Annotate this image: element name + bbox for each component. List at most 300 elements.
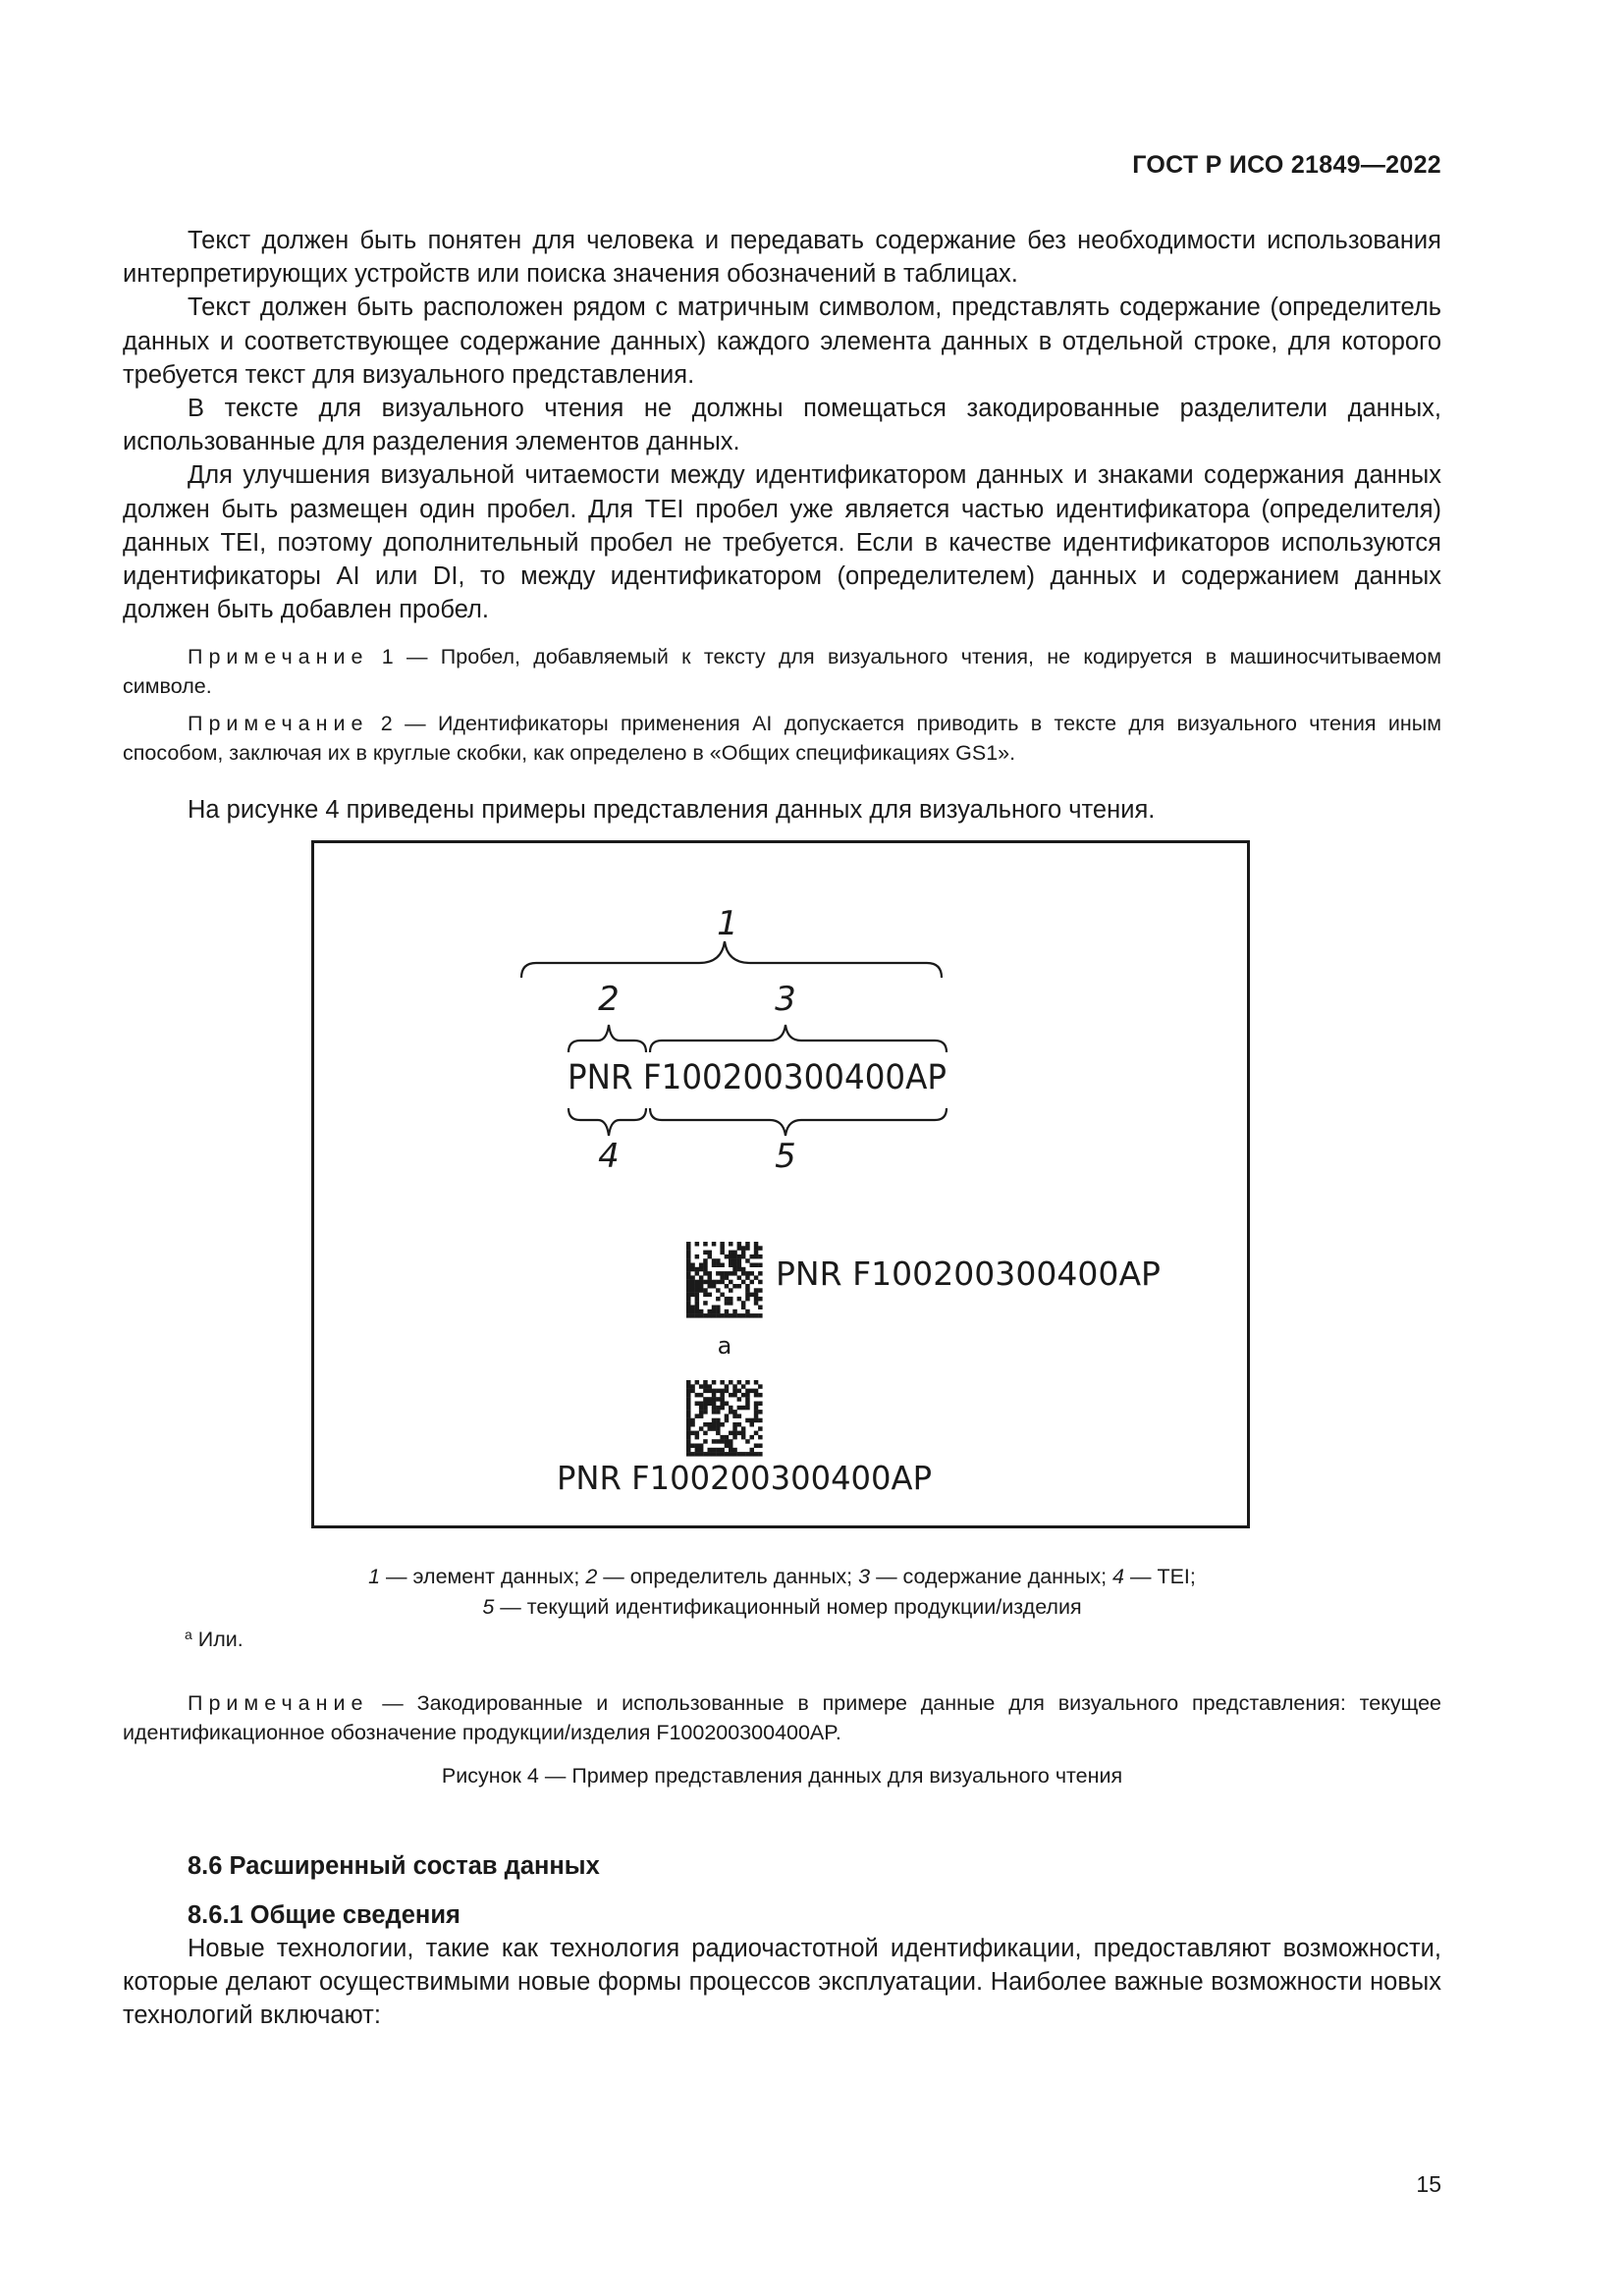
- matrix-module: [686, 1301, 691, 1306]
- matrix-module: [750, 1448, 755, 1453]
- matrix-module: [720, 1280, 725, 1285]
- matrix-module: [716, 1448, 721, 1453]
- figure-4: [311, 840, 1250, 1528]
- matrix-module: [725, 1301, 730, 1306]
- matrix-module: [712, 1309, 717, 1314]
- matrix-module: [737, 1246, 742, 1251]
- matrix-module: [699, 1280, 704, 1285]
- matrix-module: [716, 1431, 721, 1436]
- matrix-module: [695, 1380, 700, 1385]
- paragraph: Для улучшения визуальной читаемости между идентификатором данных и знаками содержания данных должен быть размещен один пробел. Для TEI пробел уже является частью идентификатора (определителя) данных TEI, поэтому дополнительный пробел не требуется. Если в качестве идентификаторов используются идентификаторы AI или DI, то между идентификатором (определителем) данных и содержанием данных должен быть добавлен пробел.: [123, 461, 1441, 624]
- matrix-module: [686, 1402, 691, 1407]
- matrix-module: [703, 1397, 708, 1402]
- matrix-module: [695, 1293, 700, 1298]
- matrix-module: [758, 1271, 763, 1276]
- matrix-module: [725, 1313, 730, 1318]
- matrix-module: [686, 1444, 691, 1449]
- matrix-module: [729, 1431, 733, 1436]
- matrix-module: [703, 1439, 708, 1444]
- matrix-module: [699, 1410, 704, 1415]
- matrix-module: [729, 1297, 733, 1302]
- matrix-module: [716, 1288, 721, 1293]
- document-header: ГОСТ Р ИСО 21849—2022: [1132, 151, 1441, 179]
- matrix-module: [758, 1410, 763, 1415]
- matrix-module: [720, 1271, 725, 1276]
- matrix-module: [686, 1293, 691, 1298]
- matrix-module: [695, 1284, 700, 1289]
- matrix-module: [690, 1431, 695, 1436]
- legend-text: — элемент данных;: [380, 1565, 586, 1588]
- matrix-module: [737, 1389, 742, 1394]
- matrix-module: [745, 1402, 750, 1407]
- matrix-module: [695, 1255, 700, 1259]
- matrix-module: [732, 1309, 737, 1314]
- matrix-module: [716, 1271, 721, 1276]
- matrix-module: [699, 1267, 704, 1272]
- matrix-module: [758, 1255, 763, 1259]
- matrix-module: [737, 1313, 742, 1318]
- note-2: [123, 709, 1441, 768]
- matrix-module: [741, 1313, 746, 1318]
- matrix-module: [716, 1280, 721, 1285]
- matrix-module: [703, 1389, 708, 1394]
- note-number: 2 —: [380, 712, 426, 736]
- matrix-module: [729, 1258, 733, 1263]
- matrix-module: [686, 1297, 691, 1302]
- matrix-module: [732, 1448, 737, 1453]
- matrix-module: [750, 1422, 755, 1427]
- matrix-module: [741, 1301, 746, 1306]
- matrix-module: [703, 1288, 708, 1293]
- matrix-module: [703, 1313, 708, 1318]
- matrix-module: [720, 1246, 725, 1251]
- matrix-module: [758, 1452, 763, 1457]
- brace-5: [650, 1108, 947, 1136]
- matrix-module: [708, 1448, 713, 1453]
- matrix-module: [720, 1313, 725, 1318]
- sample-text: PNR F100200300400AP: [568, 1058, 947, 1097]
- matrix-module: [686, 1431, 691, 1436]
- matrix-module: [750, 1313, 755, 1318]
- matrix-module: [716, 1422, 721, 1427]
- matrix-module: [716, 1406, 721, 1411]
- figure-footnote: [185, 1627, 244, 1652]
- matrix-module: [750, 1280, 755, 1285]
- matrix-module: [690, 1306, 695, 1310]
- matrix-module: [745, 1452, 750, 1457]
- matrix-module: [708, 1389, 713, 1394]
- legend-number: 4: [1112, 1565, 1125, 1588]
- matrix-module: [695, 1448, 700, 1453]
- label-4: 4: [598, 1137, 620, 1176]
- matrix-module: [703, 1242, 708, 1247]
- matrix-module: [712, 1284, 717, 1289]
- matrix-module: [725, 1384, 730, 1389]
- matrix-module: [737, 1380, 742, 1385]
- matrix-module: [745, 1313, 750, 1318]
- paragraph: Текст должен быть расположен рядом с матричным символом, представлять содержание (определитель данных и соответствующее содержание данных) каждого элемента данных в отдельной строке, для которого требуется текст для визуального представления.: [123, 294, 1441, 389]
- matrix-module: [754, 1246, 759, 1251]
- matrix-module: [716, 1306, 721, 1310]
- matrix-module: [699, 1263, 704, 1268]
- matrix-module: [729, 1406, 733, 1411]
- matrix-module: [725, 1439, 730, 1444]
- matrix-module: [732, 1263, 737, 1268]
- matrix-module: [758, 1426, 763, 1431]
- matrix-module: [725, 1389, 730, 1394]
- matrix-module: [716, 1439, 721, 1444]
- matrix-module: [686, 1384, 691, 1389]
- matrix-module: [695, 1452, 700, 1457]
- matrix-module: [758, 1297, 763, 1302]
- matrix-module: [686, 1389, 691, 1394]
- note-label: Примечание: [188, 1691, 369, 1715]
- matrix-module: [699, 1313, 704, 1318]
- label-2: 2: [598, 980, 620, 1019]
- matrix-module: [754, 1414, 759, 1418]
- matrix-module: [732, 1284, 737, 1289]
- matrix-module: [712, 1263, 717, 1268]
- matrix-module: [716, 1313, 721, 1318]
- body-text: [123, 224, 1441, 828]
- matrix-module: [758, 1263, 763, 1268]
- matrix-module: [712, 1426, 717, 1431]
- matrix-module: [720, 1293, 725, 1298]
- matrix-module: [729, 1410, 733, 1415]
- legend-text: — TEI;: [1124, 1565, 1196, 1588]
- matrix-module: [699, 1426, 704, 1431]
- matrix-module: [708, 1309, 713, 1314]
- matrix-module: [695, 1306, 700, 1310]
- legend-text: — содержание данных;: [870, 1565, 1113, 1588]
- matrix-module: [703, 1422, 708, 1427]
- matrix-module: [720, 1422, 725, 1427]
- matrix-module: [712, 1389, 717, 1394]
- matrix-module: [732, 1426, 737, 1431]
- matrix-module: [745, 1439, 750, 1444]
- matrix-module: [716, 1297, 721, 1302]
- matrix-module: [754, 1242, 759, 1247]
- matrix-module: [732, 1384, 737, 1389]
- figure-intro: На рисунке 4 приведены примеры представления данных для визуального чтения.: [188, 796, 1156, 825]
- matrix-module: [686, 1452, 691, 1457]
- matrix-module: [754, 1263, 759, 1268]
- matrix-module: [729, 1452, 733, 1457]
- matrix-module: [720, 1263, 725, 1268]
- matrix-module: [732, 1271, 737, 1276]
- matrix-module: [708, 1255, 713, 1259]
- matrix-module: [754, 1418, 759, 1423]
- matrix-module: [720, 1242, 725, 1247]
- matrix-module: [737, 1255, 742, 1259]
- legend-text: — текущий идентификационный номер продукции/изделия: [494, 1595, 1082, 1619]
- matrix-module: [720, 1452, 725, 1457]
- matrix-module: [699, 1384, 704, 1389]
- matrix-module: [699, 1393, 704, 1398]
- matrix-module: [732, 1435, 737, 1440]
- note-number: 1 —: [381, 645, 428, 669]
- matrix-module: [754, 1275, 759, 1280]
- matrix-module: [750, 1263, 755, 1268]
- matrix-module: [690, 1422, 695, 1427]
- matrix-module: [745, 1275, 750, 1280]
- matrix-module: [720, 1275, 725, 1280]
- matrix-module: [732, 1258, 737, 1263]
- matrix-module: [729, 1439, 733, 1444]
- matrix-module: [720, 1448, 725, 1453]
- datamatrix-barcode-2: [686, 1380, 763, 1457]
- matrix-module: [720, 1393, 725, 1398]
- paragraph: В тексте для визуального чтения не должны помещаться закодированные разделители данных, использованные для разделения элементов данных.: [123, 395, 1441, 456]
- matrix-module: [737, 1406, 742, 1411]
- matrix-module: [712, 1406, 717, 1411]
- matrix-module: [703, 1380, 708, 1385]
- matrix-module: [690, 1418, 695, 1423]
- figure-graphic: [314, 843, 1247, 1525]
- matrix-module: [729, 1242, 733, 1247]
- matrix-module: [729, 1251, 733, 1255]
- matrix-module: [732, 1251, 737, 1255]
- matrix-module: [699, 1284, 704, 1289]
- matrix-module: [686, 1406, 691, 1411]
- matrix-module: [745, 1418, 750, 1423]
- matrix-module: [745, 1406, 750, 1411]
- matrix-module: [720, 1406, 725, 1411]
- matrix-module: [712, 1422, 717, 1427]
- matrix-module: [758, 1313, 763, 1318]
- matrix-module: [729, 1280, 733, 1285]
- matrix-module: [695, 1309, 700, 1314]
- legend-number: 1: [368, 1565, 381, 1588]
- matrix-module: [686, 1275, 691, 1280]
- matrix-module: [729, 1301, 733, 1306]
- matrix-module: [695, 1393, 700, 1398]
- matrix-module: [720, 1251, 725, 1255]
- matrix-module: [737, 1284, 742, 1289]
- matrix-module: [686, 1435, 691, 1440]
- matrix-module: [754, 1313, 759, 1318]
- barcode-text-2: PNR F100200300400AP: [557, 1459, 932, 1497]
- legend-line-1: [123, 1562, 1441, 1592]
- label-3: 3: [775, 980, 796, 1019]
- matrix-module: [686, 1418, 691, 1423]
- matrix-module: [720, 1435, 725, 1440]
- matrix-module: [741, 1280, 746, 1285]
- matrix-module: [695, 1444, 700, 1449]
- matrix-module: [716, 1309, 721, 1314]
- matrix-module: [686, 1422, 691, 1427]
- matrix-module: [741, 1435, 746, 1440]
- matrix-module: [712, 1402, 717, 1407]
- legend-text: — определитель данных;: [597, 1565, 859, 1588]
- footnote-mark: a: [185, 1627, 192, 1642]
- matrix-module: [708, 1426, 713, 1431]
- matrix-module: [758, 1384, 763, 1389]
- label-1: 1: [717, 904, 738, 943]
- matrix-module: [712, 1258, 717, 1263]
- matrix-module: [741, 1267, 746, 1272]
- note-1: [123, 642, 1441, 701]
- matrix-module: [737, 1242, 742, 1247]
- matrix-module: [699, 1288, 704, 1293]
- matrix-module: [729, 1393, 733, 1398]
- matrix-module: [732, 1422, 737, 1427]
- matrix-module: [754, 1402, 759, 1407]
- matrix-module: [754, 1297, 759, 1302]
- matrix-module: [716, 1397, 721, 1402]
- matrix-module: [690, 1284, 695, 1289]
- matrix-module: [745, 1293, 750, 1298]
- matrix-module: [758, 1435, 763, 1440]
- matrix-module: [703, 1280, 708, 1285]
- matrix-module: [703, 1263, 708, 1268]
- matrix-module: [686, 1309, 691, 1314]
- legend-line-2: [123, 1592, 1441, 1623]
- matrix-module: [686, 1251, 691, 1255]
- matrix-module: [745, 1246, 750, 1251]
- matrix-module: [712, 1452, 717, 1457]
- matrix-module: [750, 1293, 755, 1298]
- figure-note: [123, 1688, 1441, 1747]
- matrix-module: [745, 1288, 750, 1293]
- matrix-module: [737, 1263, 742, 1268]
- matrix-module: [703, 1251, 708, 1255]
- matrix-module: [758, 1306, 763, 1310]
- matrix-module: [712, 1306, 717, 1310]
- matrix-module: [754, 1393, 759, 1398]
- matrix-module: [686, 1242, 691, 1247]
- matrix-module: [745, 1297, 750, 1302]
- matrix-module: [708, 1275, 713, 1280]
- matrix-module: [725, 1271, 730, 1276]
- matrix-module: [690, 1288, 695, 1293]
- matrix-module: [754, 1389, 759, 1394]
- matrix-module: [690, 1280, 695, 1285]
- matrix-module: [754, 1380, 759, 1385]
- matrix-module: [716, 1263, 721, 1268]
- matrix-module: [750, 1435, 755, 1440]
- matrix-module: [741, 1426, 746, 1431]
- matrix-module: [703, 1293, 708, 1298]
- matrix-module: [732, 1313, 737, 1318]
- matrix-module: [708, 1402, 713, 1407]
- matrix-module: [729, 1263, 733, 1268]
- matrix-module: [732, 1414, 737, 1418]
- matrix-module: [699, 1444, 704, 1449]
- matrix-module: [712, 1242, 717, 1247]
- matrix-module: [690, 1452, 695, 1457]
- matrix-module: [741, 1255, 746, 1259]
- matrix-module: [712, 1418, 717, 1423]
- matrix-module: [695, 1431, 700, 1436]
- matrix-module: [754, 1410, 759, 1415]
- or-marker: a: [717, 1332, 732, 1360]
- matrix-module: [758, 1402, 763, 1407]
- matrix-module: [686, 1426, 691, 1431]
- matrix-module: [754, 1293, 759, 1298]
- matrix-module: [729, 1444, 733, 1449]
- matrix-module: [758, 1246, 763, 1251]
- matrix-module: [703, 1410, 708, 1415]
- matrix-module: [690, 1444, 695, 1449]
- matrix-module: [686, 1263, 691, 1268]
- matrix-module: [690, 1275, 695, 1280]
- matrix-module: [686, 1393, 691, 1398]
- matrix-module: [720, 1397, 725, 1402]
- note-label: Примечание: [188, 712, 369, 736]
- matrix-module: [754, 1452, 759, 1457]
- label-5: 5: [775, 1137, 796, 1176]
- section-heading-8-6: [123, 1852, 1441, 1881]
- matrix-module: [699, 1275, 704, 1280]
- matrix-module: [725, 1418, 730, 1423]
- matrix-module: [703, 1406, 708, 1411]
- matrix-module: [725, 1275, 730, 1280]
- matrix-module: [745, 1397, 750, 1402]
- matrix-module: [703, 1301, 708, 1306]
- matrix-module: [745, 1242, 750, 1247]
- figure-caption: Рисунок 4 — Пример представления данных для визуального чтения: [441, 1764, 1123, 1788]
- legend-number: 2: [585, 1565, 598, 1588]
- matrix-module: [712, 1393, 717, 1398]
- matrix-module: [695, 1435, 700, 1440]
- matrix-module: [703, 1402, 708, 1407]
- matrix-module: [737, 1422, 742, 1427]
- legend-number: 5: [482, 1595, 495, 1619]
- matrix-module: [741, 1271, 746, 1276]
- matrix-module: [716, 1258, 721, 1263]
- matrix-module: [741, 1431, 746, 1436]
- matrix-module: [741, 1246, 746, 1251]
- matrix-module: [703, 1384, 708, 1389]
- matrix-module: [703, 1271, 708, 1276]
- matrix-module: [712, 1439, 717, 1444]
- matrix-module: [720, 1389, 725, 1394]
- matrix-module: [703, 1452, 708, 1457]
- matrix-module: [712, 1313, 717, 1318]
- matrix-module: [708, 1251, 713, 1255]
- matrix-module: [695, 1267, 700, 1272]
- matrix-module: [686, 1397, 691, 1402]
- matrix-module: [703, 1258, 708, 1263]
- matrix-module: [699, 1402, 704, 1407]
- matrix-module: [732, 1393, 737, 1398]
- matrix-module: [708, 1280, 713, 1285]
- matrix-module: [750, 1255, 755, 1259]
- matrix-module: [686, 1306, 691, 1310]
- matrix-module: [708, 1284, 713, 1289]
- brace-3: [650, 1025, 947, 1052]
- matrix-module: [703, 1267, 708, 1272]
- matrix-module: [708, 1397, 713, 1402]
- matrix-module: [732, 1410, 737, 1415]
- note-text: Пробел, добавляемый к тексту для визуального чтения, не кодируется в машиносчитываемом символе.: [123, 645, 1441, 699]
- matrix-module: [690, 1309, 695, 1314]
- matrix-module: [712, 1410, 717, 1415]
- note-text: Закодированные и использованные в примере данные для визуального представления: текущее идентификационное обозначение продукции/изделия F100200300400AP.: [123, 1691, 1441, 1744]
- matrix-module: [729, 1288, 733, 1293]
- barcode-text-1: PNR F100200300400AP: [776, 1255, 1161, 1293]
- note-label: Примечание: [188, 645, 369, 669]
- matrix-module: [745, 1309, 750, 1314]
- matrix-module: [737, 1452, 742, 1457]
- matrix-module: [732, 1389, 737, 1394]
- matrix-module: [686, 1284, 691, 1289]
- page-number: 15: [1416, 2171, 1441, 2197]
- matrix-module: [686, 1439, 691, 1444]
- matrix-module: [758, 1393, 763, 1398]
- matrix-module: [750, 1418, 755, 1423]
